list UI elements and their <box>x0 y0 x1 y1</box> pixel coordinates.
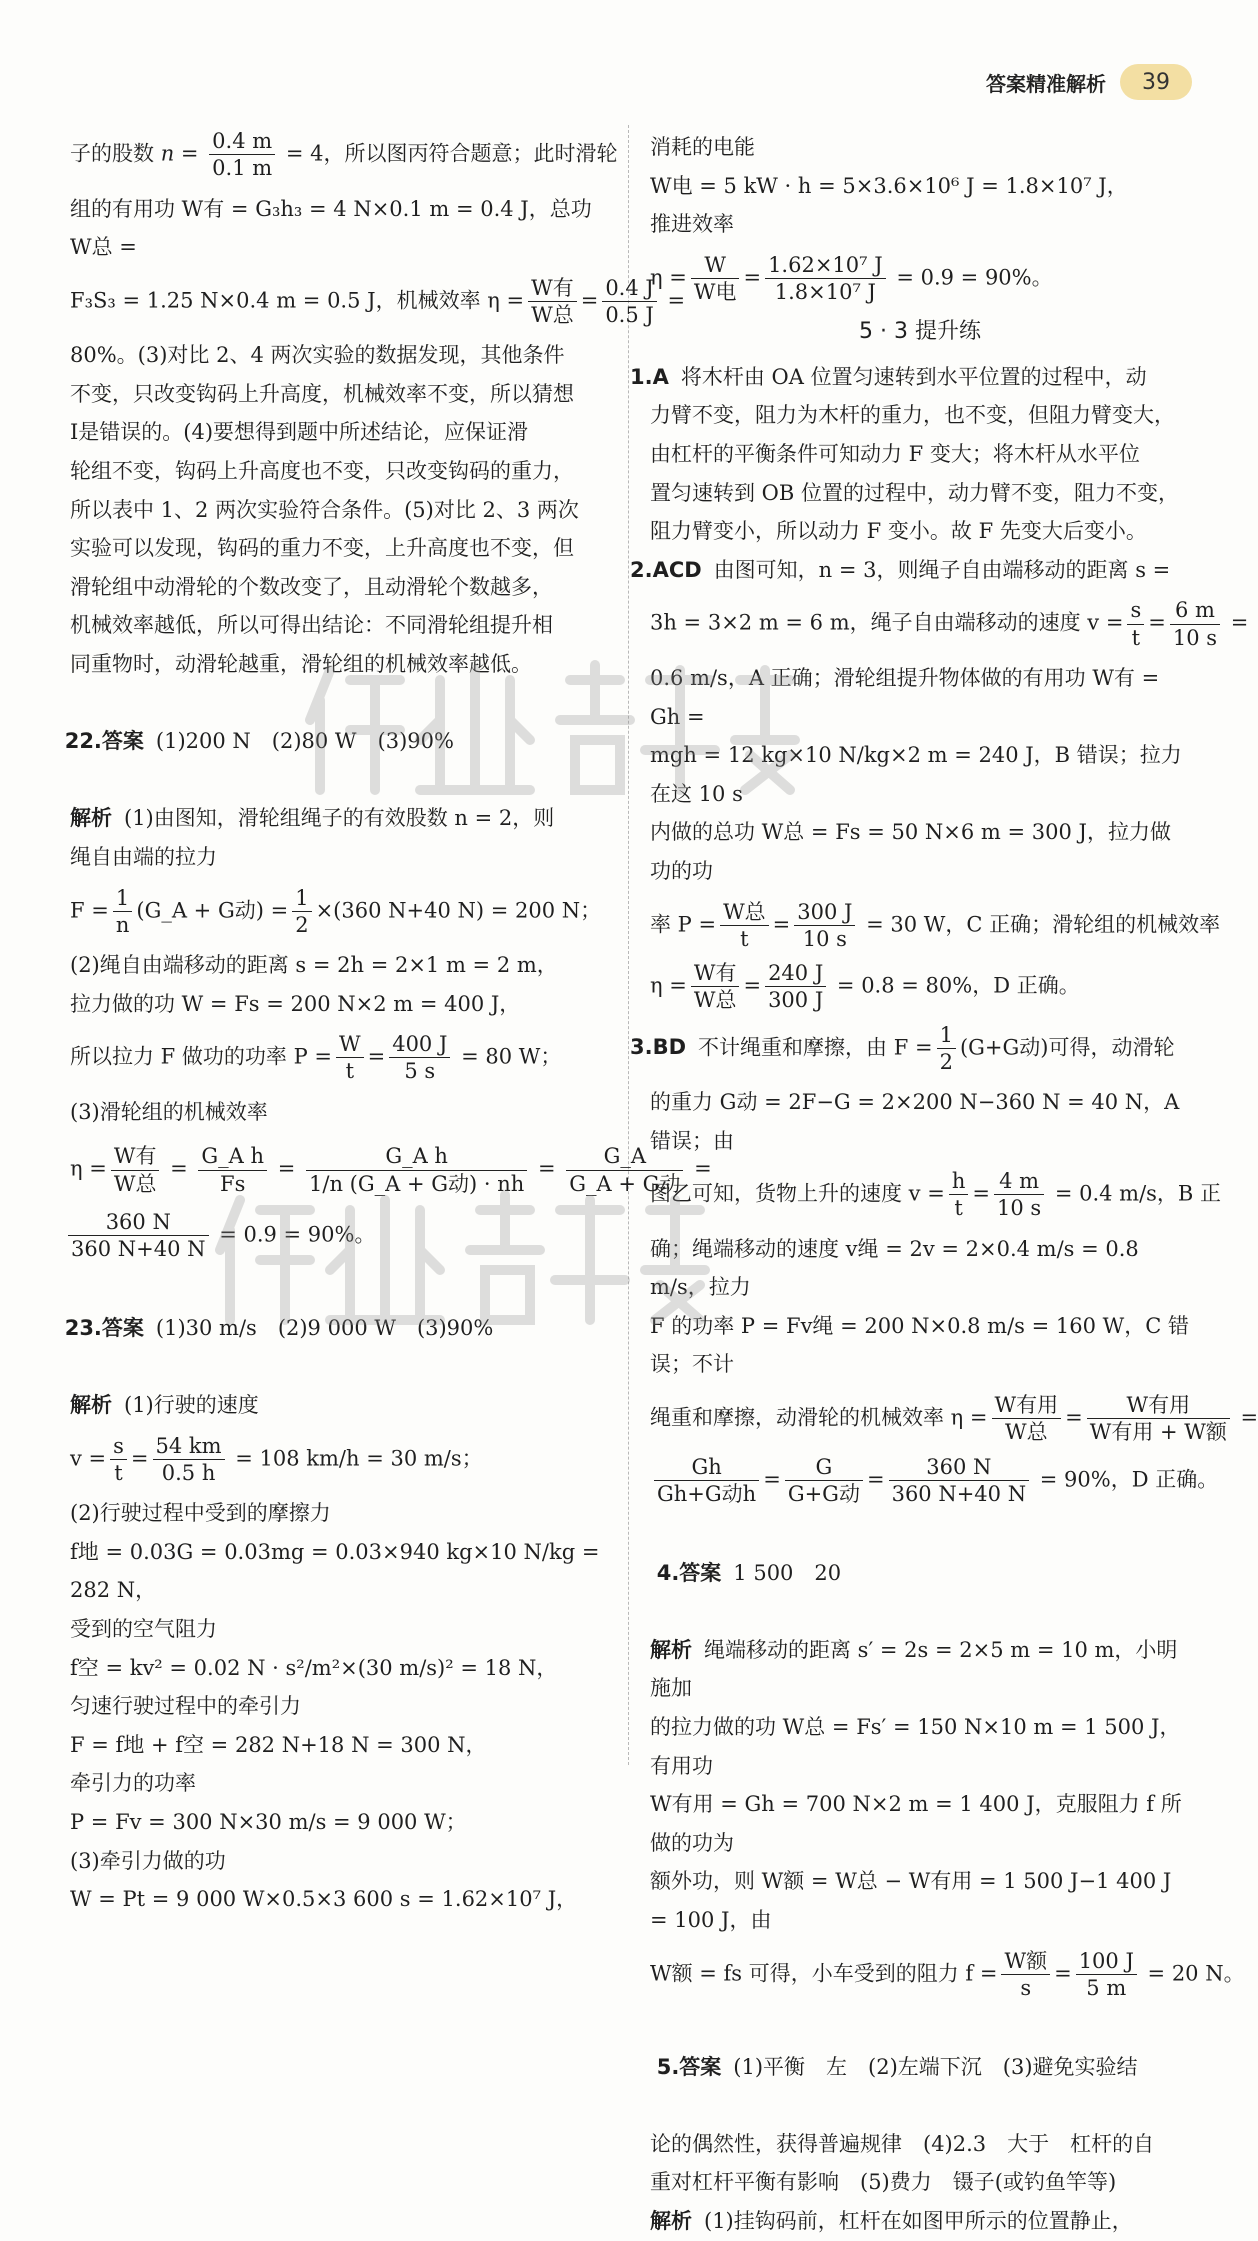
answer-text: (1)200 N (2)80 W (3)90% <box>155 729 454 754</box>
text-line: 牵引力的功率 <box>70 1771 196 1796</box>
text: = <box>1233 1405 1258 1430</box>
text-line: 组的有用功 W有 = G₃h₃ = 4 N×0.1 m = 0.4 J，总功 W总 = <box>70 196 599 260</box>
fraction <box>68 1209 209 1263</box>
text: = 4，所以图丙符合题意；此时滑轮 <box>279 141 618 166</box>
denominator: 10 s <box>996 1196 1042 1221</box>
fraction <box>1087 1392 1230 1446</box>
analysis-line <box>650 2202 1190 2241</box>
text-line: 的拉力做的功 W总 = Fs′ = 150 N×10 m = 1 500 J，有用功 <box>650 1715 1181 1778</box>
numerator: 0.4 m <box>209 128 275 155</box>
numerator: s <box>1127 597 1144 624</box>
text-line: 的重力 G动 = 2F−G = 2×200 N−360 N = 40 N，A 错误；由 <box>650 1090 1187 1153</box>
denominator: 1.8×10⁷ J <box>774 280 876 305</box>
fraction <box>389 1031 450 1085</box>
text-line: 确；绳端移动的速度 v绳 = 2v = 2×0.4 m/s = 0.8 m/s，拉力 <box>650 1236 1146 1300</box>
question-number: 23. <box>64 1315 102 1340</box>
text-line: 80%。(3)对比 2、4 两次实验的数据发现，其他条件 <box>70 343 565 368</box>
text-line: 不变，只改变钩码上升高度，机械效率不变，所以猜想 <box>70 381 574 406</box>
text-line: 内做的总功 W总 = Fs = 50 N×6 m = 300 J，拉力做功的功 <box>650 820 1171 883</box>
text: = 0.9 = 90%。 <box>212 1222 376 1247</box>
equation-line: η = $\frac{\text{W有}}{\text{W总}}$ = $\frac{240 J}{300 J}$ = 0.8 = 80%，D 正确。 <box>650 961 1080 1013</box>
numerator: 6 m <box>1170 597 1220 624</box>
analysis-line <box>70 1386 610 1425</box>
text-line: 论的偶然性，获得普遍规律 (4)2.3 大于 杠杆的自 <box>650 2131 1155 2156</box>
question-1 <box>630 358 1190 397</box>
equation-line: 3h = 3×2 m = 6 m，绳子自由端移动的速度 v = $\frac{s}{t}$ = $\frac{6 m}{10 s}$ = <box>650 598 1249 650</box>
text: = 108 km/h = 30 m/s； <box>228 1445 483 1470</box>
text-line: 拉力做的功 W = Fs = 200 N×2 m = 400 J， <box>70 991 521 1016</box>
answer-text: (1)平衡 左 (2)左端下沉 (3)避免实验结 <box>733 2054 1138 2079</box>
numerator: G_A <box>566 1143 683 1170</box>
text: ×(360 N+40 N) = 200 N； <box>315 897 602 922</box>
text-line: W电 = 5 kW · h = 5×3.6×10⁶ J = 1.8×10⁷ J， <box>650 173 1128 198</box>
text-line: 消耗的电能 <box>650 135 755 159</box>
text-line: 绳自由端的拉力 <box>70 844 217 869</box>
right-column <box>630 128 1258 2241</box>
analysis-tag: 解析 <box>70 806 112 831</box>
text: (1)挂钩码前，杠杆在如图甲所示的位置静止， <box>704 2209 1133 2234</box>
numerator: 1 <box>937 1022 956 1049</box>
equation-line <box>64 1209 610 1263</box>
text-line: 额外功，则 W额 = W总 − W有用 = 1 500 J−1 400 J = 100 J，由 <box>650 1869 1178 1932</box>
numerator: 240 J <box>765 960 826 987</box>
text-line: 匀速行驶过程中的牵引力 <box>70 1694 301 1719</box>
denominator: W总 <box>1005 1420 1048 1445</box>
text-line: F = f地 + f空 = 282 N+18 N = 300 N， <box>70 1732 487 1757</box>
fraction <box>153 1433 225 1487</box>
text-line: 轮组不变，钩码上升高度也不变，只改变钩码的重力， <box>70 458 574 483</box>
text-line: 同重物时，动滑轮越重，滑轮组的机械效率越低。 <box>70 651 532 676</box>
text: = <box>660 287 686 312</box>
denominator: 360 N+40 N <box>891 1481 1027 1506</box>
denominator: Gh+G动h <box>657 1481 757 1506</box>
text: F = <box>70 897 109 922</box>
text-line: 所以表中 1、2 两次实验符合条件。(5)对比 2、3 两次 <box>70 497 579 522</box>
text: = <box>1224 610 1249 635</box>
text-line: 机械效率越低，所以可得出结论：不同滑轮组提升相 <box>70 613 553 638</box>
numerator: G <box>785 1454 863 1481</box>
fraction <box>691 252 740 306</box>
question-3 <box>630 1022 1190 1076</box>
fraction <box>949 1168 969 1222</box>
denominator: W总 <box>113 1171 157 1196</box>
numerator: W有 <box>691 960 740 987</box>
denominator: t <box>114 1460 123 1485</box>
text: F₃S₃ = 1.25 N×0.4 m = 0.5 J，机械效率 η = <box>70 287 525 312</box>
denominator: W电 <box>693 280 737 305</box>
fraction <box>1127 597 1144 651</box>
numerator: 4 m <box>994 1168 1044 1195</box>
denominator: 0.1 m <box>212 156 273 181</box>
numerator: W <box>336 1031 364 1058</box>
text-line: 推进效率 <box>650 212 734 237</box>
fraction <box>306 1143 527 1197</box>
text: 将木杆由 OA 位置匀速转到水平位置的过程中，动 <box>680 364 1147 389</box>
text: (G+G动)可得，动滑轮 <box>959 1034 1175 1059</box>
fraction <box>528 275 577 329</box>
denominator: 300 J <box>768 988 824 1013</box>
text: v = <box>70 1445 107 1470</box>
denominator: t <box>1131 625 1141 650</box>
question-2 <box>630 551 1190 590</box>
denominator: 10 s <box>802 926 847 951</box>
fraction <box>1001 1948 1050 2002</box>
answer-tag: 答案 <box>679 2054 722 2079</box>
numerator: 400 J <box>389 1031 450 1058</box>
denominator: 5 s <box>404 1059 436 1084</box>
analysis-tag: 解析 <box>70 1393 112 1418</box>
equation-line: 所以拉力 F 做功的功率 P = $\frac{W}{t}$ = $\frac{400 J}{5 s}$ = 80 W； <box>70 1032 562 1084</box>
denominator: 5 m <box>1086 1975 1127 2000</box>
text: = 0.4 m/s，B 正 <box>1048 1181 1222 1206</box>
page-number: 39 <box>1120 64 1192 100</box>
denominator: t <box>954 1196 963 1221</box>
numerator: Gh <box>654 1454 759 1481</box>
text-line: 滑轮组中动滑轮的个数改变了，且动滑轮个数越多， <box>70 574 553 599</box>
text: 绳重和摩擦，动滑轮的机械效率 η = <box>650 1405 988 1430</box>
fraction <box>889 1454 1030 1508</box>
text: = 20 N。 <box>1140 1960 1245 1985</box>
text-line: Ⅰ是错误的。(4)要想得到题中所述结论，应保证滑 <box>70 420 529 445</box>
fraction <box>720 899 769 953</box>
equation-line <box>70 885 610 939</box>
text: W额 = fs 可得，小车受到的阻力 f = <box>650 1960 998 1985</box>
text: = 80 W； <box>454 1044 562 1069</box>
denominator: 10 s <box>1172 625 1218 650</box>
text-line: W有用 = Gh = 700 N×2 m = 1 400 J，克服阻力 f 所做的功为 <box>650 1792 1182 1855</box>
text: 所以拉力 F 做功的功率 P = <box>70 1044 332 1069</box>
analysis-line <box>650 1631 1190 1708</box>
answer-text: (1)30 m/s (2)9 000 W (3)90% <box>155 1315 494 1340</box>
denominator: 2 <box>295 912 309 937</box>
fraction <box>765 960 826 1014</box>
text: (1)由图知，滑轮组绳子的有效股数 n = 2，则 <box>124 806 555 831</box>
text: = <box>174 141 206 166</box>
text-line: 实验可以发现，钩码的重力不变，上升高度也不变，但 <box>70 536 574 561</box>
text: n <box>160 141 175 166</box>
numerator: G_A h <box>306 1143 527 1170</box>
numerator: G_A h <box>198 1143 267 1170</box>
text-line: f空 = kv² = 0.02 N · s²/m²×(30 m/s)² = 18 N， <box>70 1655 558 1680</box>
denominator: 0.5 h <box>161 1460 216 1485</box>
fraction <box>602 275 657 329</box>
denominator: 1/n (G_A + G动) · nh <box>309 1171 525 1196</box>
text: η = <box>650 265 687 290</box>
equation-line: W额 = fs 可得，小车受到的阻力 f = $\frac{\text{W额}}{s}$ = $\frac{100 J}{5 m}$ = 20 N。 <box>650 1948 1245 2000</box>
numerator: W有用 <box>1087 1392 1230 1419</box>
numerator: 1 <box>292 885 311 912</box>
equation-line: 图乙可知，货物上升的速度 v = $\frac{h}{t}$ = $\frac{4 m}{10 s}$ = 0.4 m/s，B 正 <box>650 1169 1222 1221</box>
equation-line: F₃S₃ = 1.25 N×0.4 m = 0.5 J，机械效率 η = $\frac{\text{W有}}{\text{W总}}$ = $\frac{0.4 J}{0.5 J}$ = <box>70 275 686 327</box>
text-line: 阻力臂变小，所以动力 F 变小。故 F 先变大后变小。 <box>650 519 1147 544</box>
denominator: t <box>345 1059 355 1084</box>
text-line: F 的功率 P = Fv绳 = 200 N×0.8 m/s = 160 W，C 错误；不计 <box>650 1313 1189 1377</box>
text-line: mgh = 12 kg×10 N/kg×2 m = 240 J，B 错误；拉力在这 10 s <box>650 743 1182 806</box>
denominator: W总 <box>693 988 737 1013</box>
fraction <box>765 252 886 306</box>
fraction <box>994 1168 1044 1222</box>
denominator: n <box>115 912 130 937</box>
answer-tag: 答案 <box>101 729 144 754</box>
equation-line: 绳重和摩擦，动滑轮的机械效率 η = $\frac{\text{W有用}}{\text{W总}}$ = $\frac{\text{W有用}}{\text{W有用 + W额}}$ = <box>650 1393 1258 1445</box>
text-line: 力臂不变，阻力为木杆的重力，也不变，但阻力臂变大， <box>650 403 1175 428</box>
fraction <box>654 1454 759 1508</box>
question-number: 4. <box>656 1560 680 1585</box>
question-number: 1.A <box>630 364 669 389</box>
question-number: 3.BD <box>630 1034 687 1059</box>
text-line: (3)滑轮组的机械效率 <box>70 1099 268 1124</box>
fraction <box>113 885 133 939</box>
text-line: f地 = 0.03G = 0.03mg = 0.03×940 kg×10 N/kg = 282 N， <box>70 1539 607 1603</box>
text-line: 0.6 m/s，A 正确；滑轮组提升物体做的有用功 W有 = Gh = <box>650 665 1166 729</box>
text-line: W = Pt = 9 000 W×0.5×3 600 s = 1.62×10⁷ J， <box>70 1887 578 1912</box>
numerator: W额 <box>1001 1948 1050 1975</box>
numerator: 1.62×10⁷ J <box>765 252 886 279</box>
denominator: G_A + G动 <box>569 1171 681 1196</box>
text: 子的股数 <box>70 141 161 166</box>
numerator: W总 <box>720 899 769 926</box>
fraction <box>110 1433 127 1487</box>
numerator: 360 N <box>889 1454 1030 1481</box>
numerator: 1 <box>113 885 133 912</box>
text-line: P = Fv = 300 N×30 m/s = 9 000 W； <box>70 1809 467 1834</box>
denominator: 360 N+40 N <box>71 1237 206 1262</box>
text: (1)行驶的速度 <box>124 1393 259 1418</box>
denominator: Fs <box>220 1171 246 1196</box>
denominator: W有用 + W额 <box>1089 1420 1227 1445</box>
equation-line: $\frac{Gh}{\text{Gh+G动h}}$ = $\frac{G}{\text{G+G动}}$ = $\frac{360 N}{360 N+40 N}$ = 90%，D 正确。 <box>650 1454 1190 1508</box>
text: 绳端移动的距离 s′ = 2s = 2×5 m = 10 m，小明施加 <box>650 1637 1178 1701</box>
fraction <box>937 1022 956 1076</box>
text: = 30 W，C 正确；滑轮组的机械效率 <box>859 911 1221 936</box>
denominator: t <box>740 926 749 951</box>
analysis-tag: 解析 <box>650 2209 692 2234</box>
equation-line: 率 P = $\frac{\text{W总}}{t}$ = $\frac{300 J}{10 s}$ = 30 W，C 正确；滑轮组的机械效率 <box>650 899 1221 951</box>
fraction <box>992 1392 1062 1446</box>
question-4-answer <box>630 1515 1190 1631</box>
text: = 0.9 = 90%。 <box>889 265 1053 290</box>
numerator: 360 N <box>68 1209 209 1236</box>
fraction <box>794 899 855 953</box>
text-line: 受到的空气阻力 <box>70 1616 217 1641</box>
text-line: (3)牵引力做的功 <box>70 1848 226 1873</box>
analysis-line <box>70 799 610 838</box>
numerator: 100 J <box>1076 1948 1137 1975</box>
equation-line <box>70 128 618 182</box>
numerator: W <box>691 252 740 279</box>
denominator: s <box>1020 1975 1032 2000</box>
numerator: 54 km <box>153 1433 225 1460</box>
numerator: W有用 <box>992 1392 1062 1419</box>
fraction <box>198 1143 267 1197</box>
denominator: 0.5 J <box>605 302 654 327</box>
column-divider <box>628 125 629 1765</box>
answer-tag: 答案 <box>101 1315 144 1340</box>
numerator: W有 <box>528 275 577 302</box>
text: 图乙可知，货物上升的速度 v = <box>650 1181 945 1206</box>
answer-text: 1 500 20 <box>733 1560 842 1585</box>
text: 不计绳重和摩擦，由 F = <box>698 1034 933 1059</box>
numerator: 0.4 J <box>602 275 657 302</box>
answer-tag: 答案 <box>679 1560 722 1585</box>
text: 率 P = <box>650 911 717 936</box>
fraction <box>111 1143 160 1197</box>
text: η = <box>70 1156 107 1181</box>
text: = 90%，D 正确。 <box>1033 1466 1219 1491</box>
text: = 0.8 = 80%，D 正确。 <box>830 973 1080 998</box>
equation-line: η = $\frac{\text{W有}}{\text{W总}}$ = $\frac{\text{G\_A h}}{Fs}$ = $\frac{\text{G\_A h}}{\text{1/n (G\_A + G动) · nh}}$ = $\frac{G\_A}{\text{G\_A + G动}}$ = <box>70 1144 712 1196</box>
question-23-answer <box>38 1270 610 1386</box>
question-number: 5. <box>656 2054 680 2079</box>
question-5-answer <box>630 2009 1190 2125</box>
text: 由图可知，n = 3，则绳子自由端移动的距离 s = <box>713 557 1171 582</box>
page-header <box>986 62 1192 102</box>
denominator: W总 <box>531 302 574 327</box>
text: η = <box>650 973 687 998</box>
equation-line: η = $\frac{W}{\text{W电}}$ = $\frac{\text{1.62×10⁷ J}}{\text{1.8×10⁷ J}}$ = 0.9 = 90%。 <box>650 252 1053 305</box>
text-line: (2)绳自由端移动的距离 s = 2h = 2×1 m = 2 m， <box>70 953 558 977</box>
denominator: 2 <box>939 1049 953 1074</box>
text: (G_A + G动) = <box>136 897 289 922</box>
header-title: 答案精准解析 <box>986 71 1106 96</box>
text-line: 置匀速转到 OB 位置的过程中，动力臂不变，阻力不变， <box>650 480 1179 505</box>
question-number: 2.ACD <box>630 557 702 582</box>
fraction <box>209 128 275 182</box>
numerator: s <box>110 1433 127 1460</box>
text-line: (2)行驶过程中受到的摩擦力 <box>70 1501 331 1526</box>
fraction <box>1170 597 1220 651</box>
fraction <box>1076 1948 1137 2002</box>
numerator: h <box>949 1168 969 1195</box>
numerator: W有 <box>111 1143 160 1170</box>
fraction <box>292 885 311 939</box>
equation-line: v = $\frac{s}{t}$ = $\frac{54 km}{0.5 h}$ = 108 km/h = 30 m/s； <box>70 1433 483 1485</box>
text-line: 重对杠杆平衡有影响 (5)费力 镊子(或钓鱼竿等) <box>650 2170 1117 2195</box>
question-number: 22. <box>64 729 102 754</box>
section-title: 5 · 3 提升练 <box>859 319 981 345</box>
fraction <box>336 1031 364 1085</box>
fraction <box>691 960 740 1014</box>
denominator: G+G动 <box>787 1481 860 1506</box>
question-22-answer <box>38 684 610 800</box>
fraction <box>785 1454 863 1508</box>
text: 3h = 3×2 m = 6 m，绳子自由端移动的速度 v = <box>650 610 1124 635</box>
text-line: 由杠杆的平衡条件可知动力 F 变大；将木杆从水平位 <box>650 442 1140 467</box>
analysis-tag: 解析 <box>650 1637 692 1662</box>
numerator: 300 J <box>794 899 855 926</box>
